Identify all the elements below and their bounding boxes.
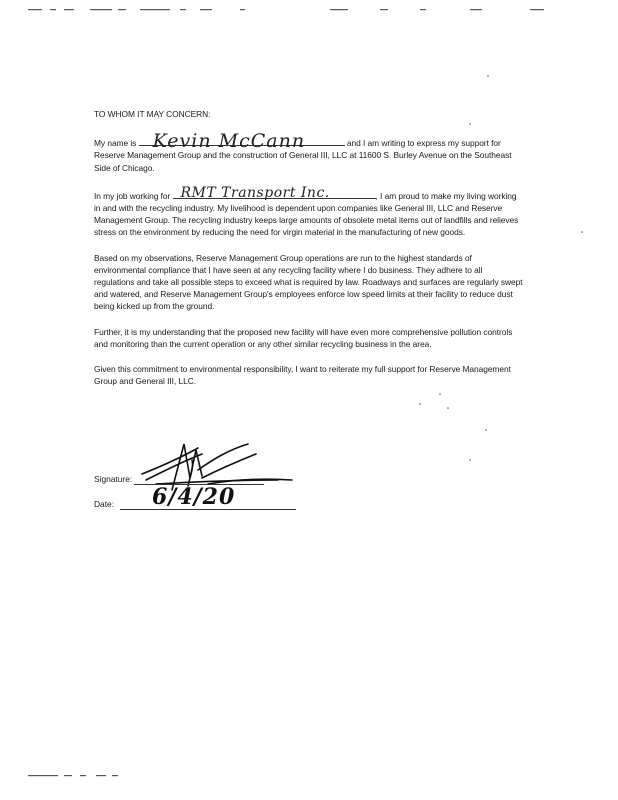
intro-prefix: My name is [94,138,137,149]
employment-suffix: , I am proud to make my living working in and with the recycling industry. My livelihood is dependent upon companies like General III, LLC and Reserve Management Group. The recycling industry keeps large amounts of obsolete metal items out of landfills and relieves stress on the environment by reducing the need for virgin material in the manufacturing of new goods. [94,190,519,238]
paragraph-new-facility: Further, it is my understanding that the proposed new facility will have even more comprehensive pollution controls and monitoring than the current operation or any other similar recycling business in the area. [94,326,513,349]
employment-prefix: In my job working for [94,190,171,201]
paragraph-observations: Based on my observations, Reserve Management Group operations are run to the highest standards of environmental compliance that I have seen at any recycling facility where I do business. They adhere to all regulations and take all possible steps to exceed what is required by law. Roadways and surfaces are regularly swept and watered, and Reserve Management Group's employees enforce low speed limits at their facility to reduce dust being kicked up from the ground. [94,252,523,312]
salutation: TO WHOM IT MAY CONCERN: [94,109,211,119]
intro-suffix: and I am writing to express my support for Reserve Management Group and the construction of General III, LLC at 11600 S. Burley Avenue on the Southeast Side of Chicago. [94,138,512,173]
signature-block [94,440,324,530]
company-field-line [173,184,376,201]
handwritten-company: RMT Transport Inc. [180,184,330,201]
date-label: Date: [94,499,115,509]
signature-label: Signature: [94,474,133,484]
paragraph-intro [94,130,524,174]
handwritten-name: Kevin McCann [152,130,306,152]
paragraph-employment [94,184,524,239]
name-field-line [139,130,345,152]
paragraph-closing: Given this commitment to environmental responsibility, I want to reiterate my full support for Reserve Management Group and General III, LLC. [94,364,511,387]
handwritten-date: 6/4/20 [152,484,236,510]
letter-body [94,108,524,400]
date-line [120,509,296,510]
